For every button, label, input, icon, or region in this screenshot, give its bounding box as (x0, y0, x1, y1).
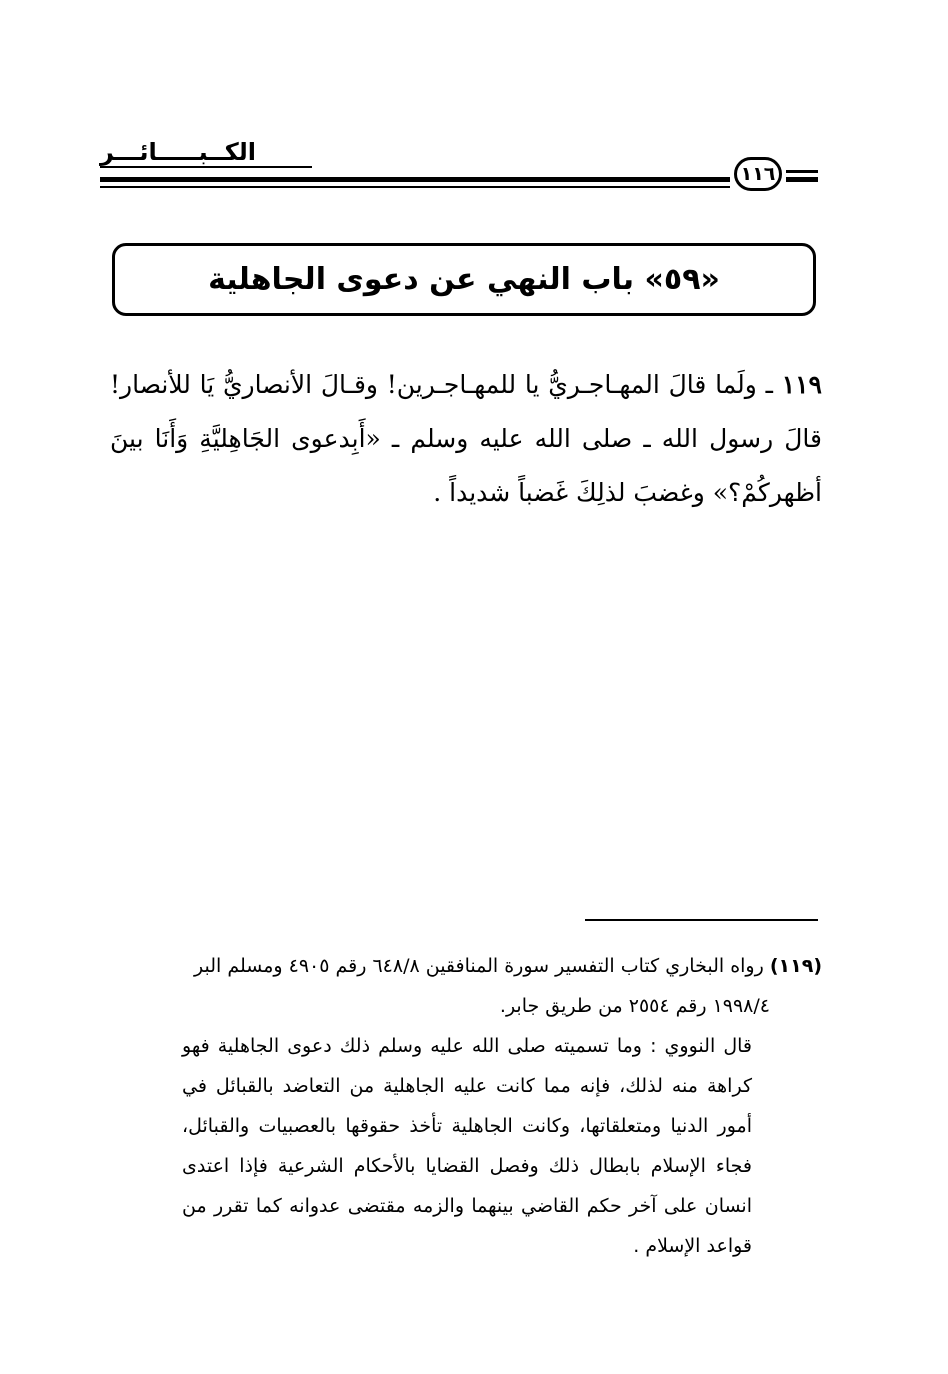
hadith-text: ـ ولَما قالَ المهـاجـريُّ يا للمهـاجـرين! وقـالَ الأنصاريُّ يَا للأنصار! قالَ رسول الله ـ صلى الله عليه وسلم ـ «أَبِدعوى الجَاهِليَّةِ وَأَنَا بينَ أظهركُمْ؟» وغضبَ لذلِكَ غَضباً شديداً . (110, 370, 822, 507)
hadith-text-block (110, 358, 822, 520)
footnote-nawawi-note: قال النووي : وما تسميته صلى الله عليه وسلم ذلك دعوى الجاهلية فهو كراهة منه لذلك، فإنه مما كانت عليه الجاهلية من التعاضد بالقبائل في أمور الدنيا ومتعلقاتها، وكانت الجاهلية تأخذ حقوقها بالعصبيات والقبائل، فجاء الإسلام بابطال ذلك وفصل القضايا بالأحكام الشرعية فإذا اعتدى انسان على آخر حكم القاضي بينهما والزمه مقتضى عدوانه كما تقرر من قواعد الإسلام . (182, 1035, 752, 1257)
hadith-number: ١١٩ (781, 370, 822, 399)
footnote-source-line-2: ١٩٩٨/٤ رقم ٢٥٥٤ من طريق جابر. (499, 995, 770, 1017)
header-rule-right-1 (786, 170, 818, 173)
footnotes-block (108, 946, 822, 1266)
chapter-title: «٥٩» باب النهي عن دعوى الجاهلية (208, 262, 720, 297)
header-rule-thin (100, 166, 312, 168)
footnote-number: (١١٩) (769, 955, 822, 977)
running-header-title: الكــبـــــائـــر (100, 138, 256, 166)
header-rule-bottom (100, 186, 730, 188)
footnote-source-text: رواه البخاري كتاب التفسير سورة المنافقين ٦٤٨/٨ رقم ٤٩٠٥ ومسلم البر (194, 955, 764, 977)
header-rule-right-2 (786, 177, 818, 182)
page-number-badge: ١١٦ (734, 157, 782, 191)
footnote-source-line (108, 946, 822, 986)
chapter-heading-box (112, 243, 816, 316)
header-rule-thick (100, 177, 730, 182)
footnote-separator (585, 919, 818, 921)
